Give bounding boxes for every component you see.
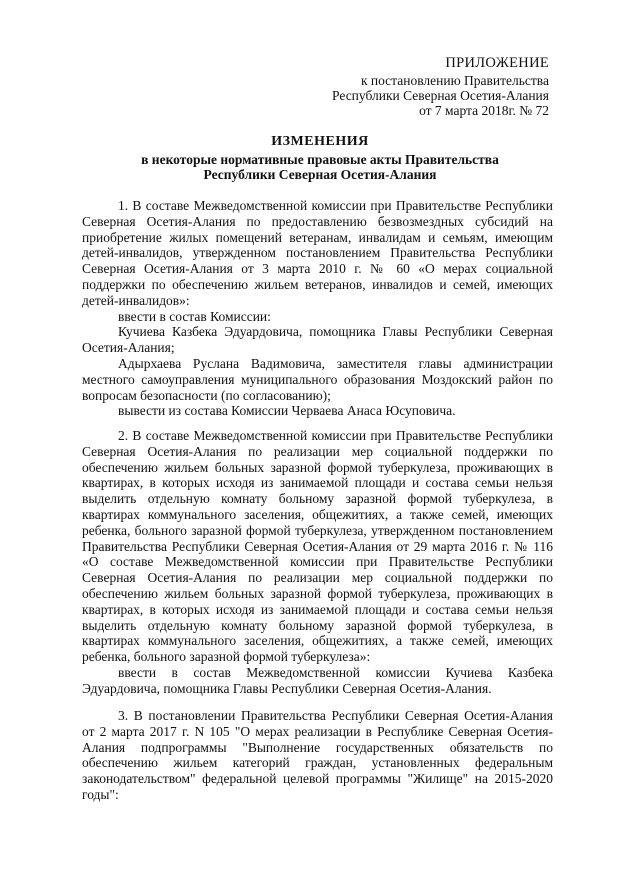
section-1-paragraph-4: Адырхаева Руслана Вадимовича, заместителя главы администрации местного самоуправления муниципального образования Моздокский район по вопросам безопасности (по согласованию); [82,355,553,403]
appendix-line-1: к постановлению Правительства [360,73,549,88]
section-3 [82,708,553,803]
document-title [80,134,560,183]
appendix-line-2: Республики Северная Осетия-Алания [332,88,549,103]
section-1-paragraph-2: ввести в состав Комиссии: [118,308,271,324]
section-2-paragraph-1: 2. В составе Межведомственной комиссии при Правительстве Республики Северная Осетия-Алания по реализации мер социальной поддержки по обеспечению жильем больных заразной формой туберкулеза, проживающих в квартирах, в которых исходя из занимаемой площади и состава семьи нельзя выделить отдельную комнату больному заразной формой туберкулеза, в квартирах коммунального заселения, общежитиях, а также семей, имеющих ребенка, больного заразной формой туберкулеза, утвержденном постановлением Правительства Республики Северная Осетия-Алания от 29 марта 2016 г. № 116 «О составе Межведомственной комиссии при Правительстве Республики Северная Осетия-Алания по реализации мер социальной поддержки по обеспечению жильем больных заразной формой туберкулеза, проживающих в квартирах, в которых исходя из занимаемой площади и состава семьи нельзя выделить отдельную комнату больному заразной формой туберкулеза, в квартирах коммунального заселения, общежитиях, а также семей, имеющих ребенка, больного заразной формой туберкулеза»: [82,428,553,665]
document-title-main: ИЗМЕНЕНИЯ [271,134,369,149]
section-3-paragraph-1: 3. В постановлении Правительства Республики Северная Осетия-Алания от 2 марта 2017 г. N 105 "О мерах реализации в Республике Северная Осетия-Алания подпрограммы "Выполнение государственных обязательств по обеспечению жильем категорий граждан, установленных федеральным законодательством" федеральной целевой программы "Жилище" на 2015-2020 годы": [82,708,553,802]
section-2-paragraph-2: ввести в состав Межведомственной комиссии Кучиева Казбека Эдуардовича, помощника Главы Республики Северная Осетия-Алания. [82,664,553,696]
section-1 [82,198,553,419]
section-1-paragraph-1: 1. В составе Межведомственной комиссии при Правительстве Республики Северная Осетия-Алания по предоставлению безвозмездных субсидий на приобретение жилых помещений ветеранам, инвалидам и семьям, имеющим детей-инвалидов, утвержденном постановлением Правительства Республики Северная Осетия-Алания от 3 марта 2010 г. № 60 «О мерах социальной поддержки по обеспечению жильем ветеранов, инвалидов и семей, имеющих детей-инвалидов»: [82,198,553,308]
document-title-line-1: в некоторые нормативные правовые акты Правительства [141,151,499,167]
section-2 [82,428,553,697]
section-1-paragraph-5: вывести из состава Комиссии Черваева Анаса Юсуповича. [118,403,456,419]
appendix-title: ПРИЛОЖЕНИЕ [445,55,549,71]
document-title-line-2: Республики Северная Осетия-Алания [203,167,437,182]
appendix-line-3: от 7 марта 2018г. № 72 [419,103,549,118]
appendix-header [332,56,549,118]
section-1-paragraph-3: Кучиева Казбека Эдуардовича, помощника Главы Республики Северная Осетия-Алания; [82,324,553,356]
